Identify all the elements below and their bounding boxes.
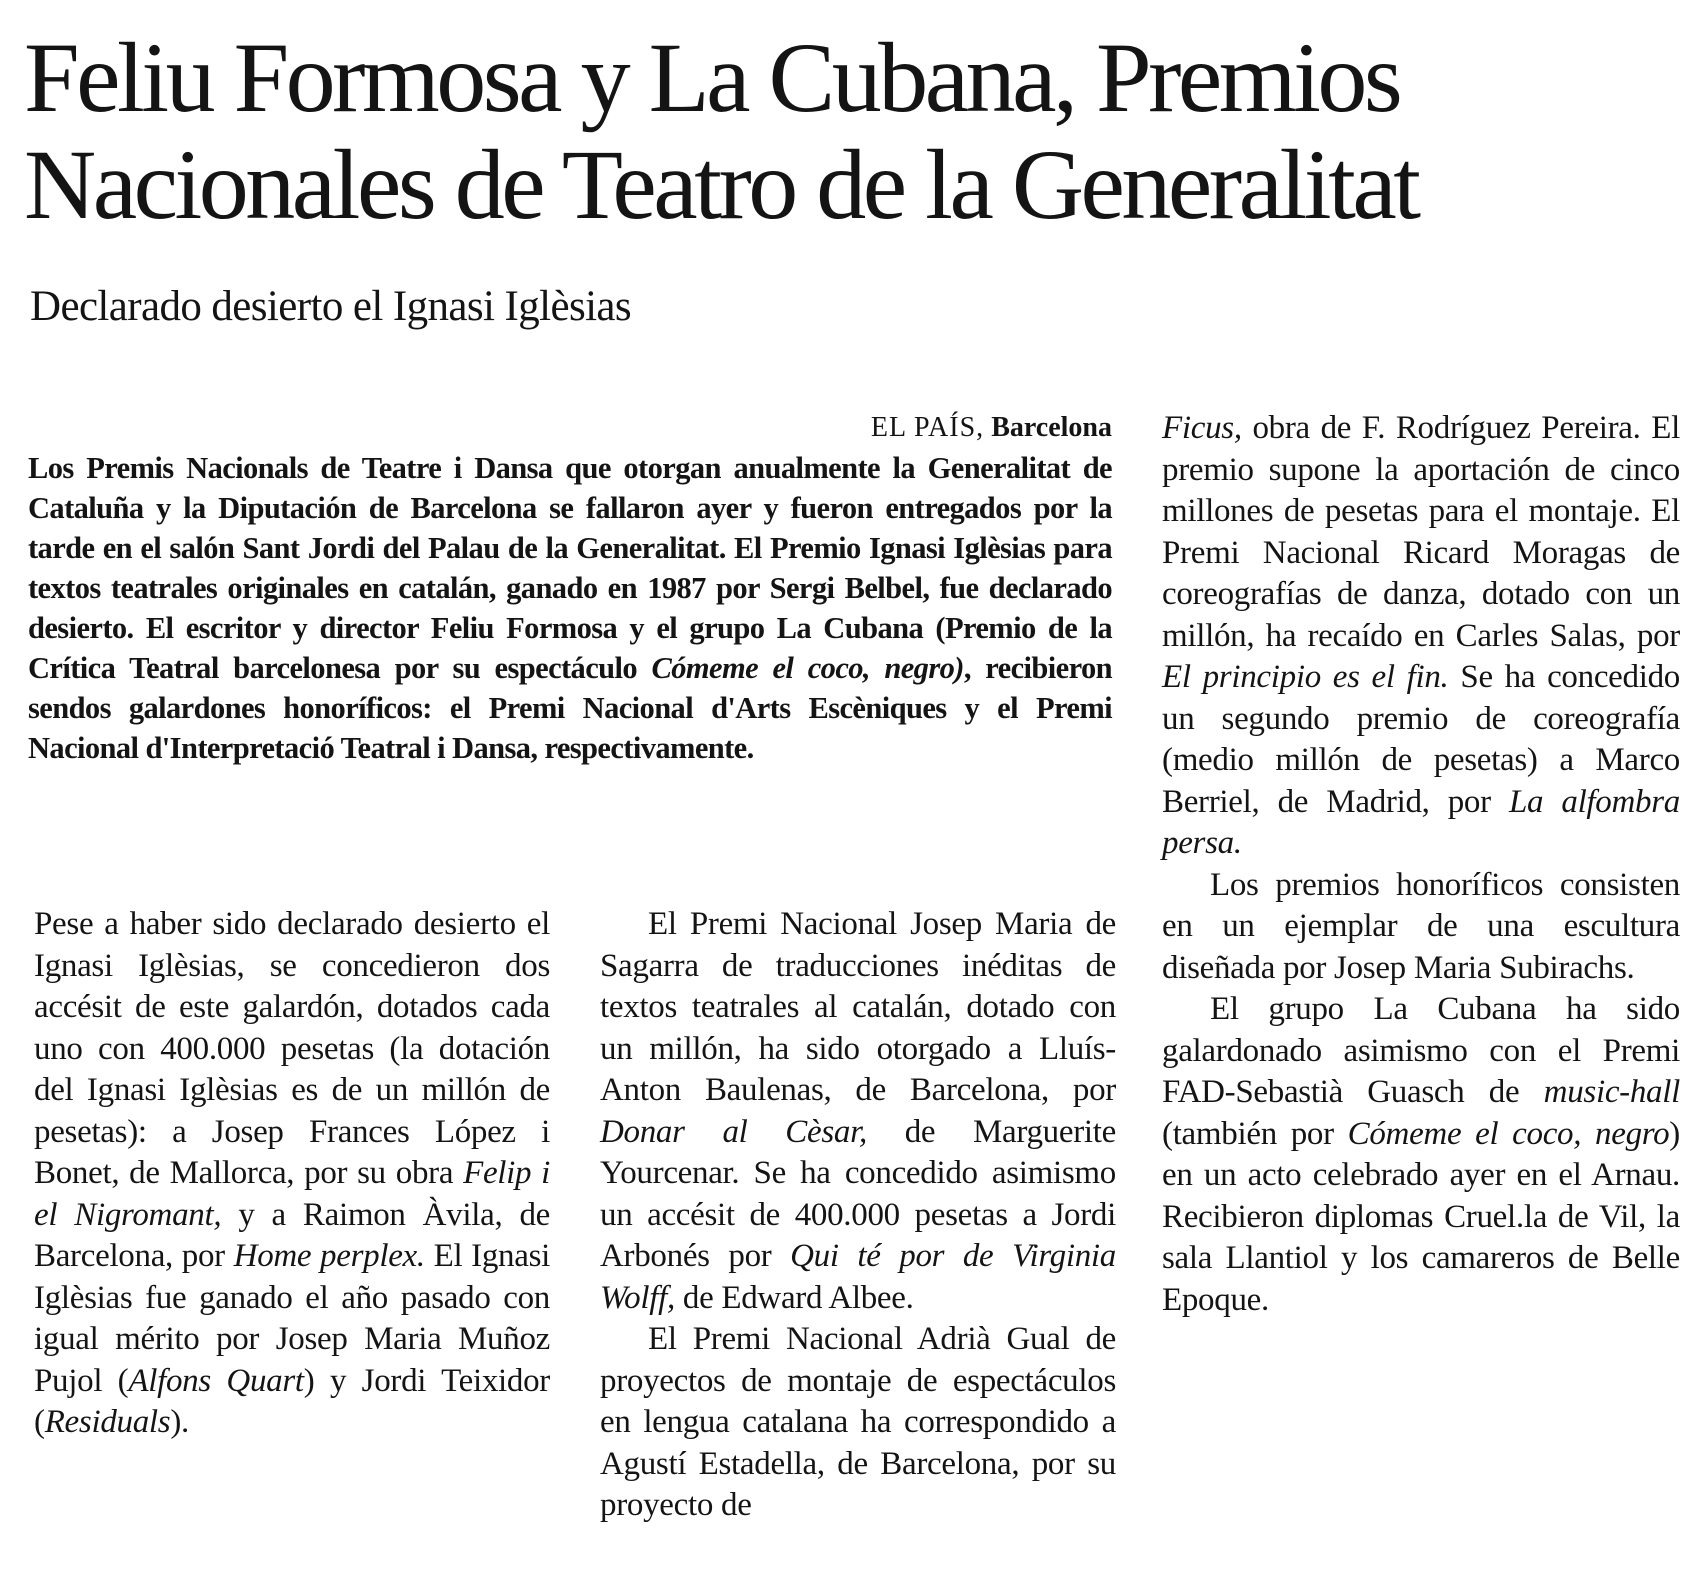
paragraph-3-cont <box>1162 408 1680 865</box>
byline <box>28 408 1112 448</box>
paragraph-3-start <box>600 1319 1116 1527</box>
p1-text-3: El Ignasi Iglèsias fue ganado el año pasado con igual mérito por Josep Maria Muñoz Pujol ( <box>34 1238 550 1399</box>
p1-text-1: Pese a haber sido declarado desierto el Ignasi Iglèsias, se concedieron dos accésit de este galardón, dotados cada uno con 400.000 pesetas (la dotación del Ignasi Iglèsias es de un millón de pesetas): a Josep Frances López i Bonet, de Mallorca, por su obra <box>34 906 550 1191</box>
p1-italic-2: Home perplex. <box>233 1238 425 1274</box>
p3-text-1: El Premi Nacional Adrià Gual de proyectos de montaje de espectáculos en lengua catalana ha correspondido a Agustí Estadella, de Barcelona, por su proyecto de <box>600 1321 1116 1523</box>
p3-italic-2: El principio es el fin. <box>1162 659 1449 695</box>
paragraph-1 <box>34 904 550 1444</box>
paragraph-4 <box>1162 865 1680 990</box>
column-2 <box>600 904 1116 1527</box>
p1-italic-1: Felip i el Nigromant, <box>34 1155 550 1233</box>
headline-line-2: Nacionales de Teatro de la Generalitat <box>24 129 1418 240</box>
p3-italic-1: Ficus, <box>1162 410 1242 446</box>
headline-line-1: Feliu Formosa y La Cubana, Premios <box>24 22 1400 133</box>
column-1 <box>34 904 550 1444</box>
p2-text-1: El Premi Nacional Josep Maria de Sagarra de traducciones inéditas de textos teatrales al catalán, dotado con un millón, ha sido otorgado a Lluís-Anton Baulenas, de Barcelona, por <box>600 906 1116 1108</box>
p2-italic-2: Qui té por de Virginia Wolff, <box>600 1238 1116 1316</box>
p2-text-2: de Marguerite Yourcenar. Se ha concedido asimismo un accésit de 400.000 pesetas a Jordi Arbonés por <box>600 1113 1117 1274</box>
byline-agency: EL PAÍS, <box>870 412 985 443</box>
p5-italic-1: music-hall <box>1543 1074 1680 1110</box>
headline <box>24 24 1684 238</box>
p2-italic-1: Donar al Cèsar, <box>600 1113 867 1150</box>
lead-paragraph <box>28 448 1112 768</box>
p2-text-3: de Edward Albee. <box>674 1279 914 1316</box>
p5-text-3: ) en un acto celebrado ayer en el Arnau. Recibieron diplomas Cruel.la de Vil, la sala Llantiol y los camareros de Belle Epoque. <box>1162 1115 1680 1318</box>
p1-italic-3: Alfons Quart <box>128 1362 304 1399</box>
lead-text-2: , recibieron sendos galardones honoríficos: el Premi Nacional d'Arts Escèniques y el Premi Nacional d'Interpretació Teatral i Dansa, respectivamente. <box>28 651 1112 765</box>
subheadline: Declarado desierto el Ignasi Iglèsias <box>30 283 632 330</box>
lead-italic-1: Cómeme el coco, negro) <box>651 651 964 685</box>
p5-text-1: El grupo La Cubana ha sido galardonado asimismo con el Premi FAD-Sebastià Guasch de <box>1162 991 1680 1110</box>
p1-italic-4: Residuals <box>44 1404 171 1440</box>
lead-text-1: Los Premis Nacionals de Teatre i Dansa que otorgan anualmente la Generalitat de Cataluña y la Diputación de Barcelona se fallaron ayer y fueron entregados por la tarde en el salón Sant Jordi del Palau de la Generalitat. El Premio Ignasi Iglèsias para textos teatrales originales en catalán, ganado en 1987 por Sergi Belbel, fue declarado desierto. El escritor y director Feliu Formosa y el grupo La Cubana (Premio de la Crítica Teatral barcelonesa por su espectáculo <box>28 451 1112 685</box>
p3-text-3: Se ha concedido un segundo premio de coreografía (medio millón de pesetas) a Marco Berriel, de Madrid, por <box>1162 659 1680 820</box>
p1-text-2: y a Raimon Àvila, de Barcelona, por <box>34 1196 550 1274</box>
p3-italic-3: La alfombra persa. <box>1162 783 1680 861</box>
byline-city: Barcelona <box>991 412 1112 443</box>
p1-text-5: ). <box>170 1404 189 1440</box>
p1-text-4: ) y Jordi Teixidor ( <box>34 1362 550 1440</box>
column-3 <box>1162 408 1680 1321</box>
p5-text-2: (también por <box>1162 1115 1348 1152</box>
p3-text-2: obra de F. Rodríguez Pereira. El premio supone la aportación de cinco millones de pesetas para el montaje. El Premi Nacional Ricard Moragas de coreografías de danza, dotado con un millón, ha recaído en Carles Salas, por <box>1162 410 1680 654</box>
p4-text-1: Los premios honoríficos consisten en un ejemplar de una escultura diseñada por Josep Maria Subirachs. <box>1162 866 1680 986</box>
p5-italic-2: Cómeme el coco, negro <box>1347 1115 1670 1152</box>
paragraph-2 <box>600 904 1116 1319</box>
paragraph-5 <box>1162 989 1680 1321</box>
